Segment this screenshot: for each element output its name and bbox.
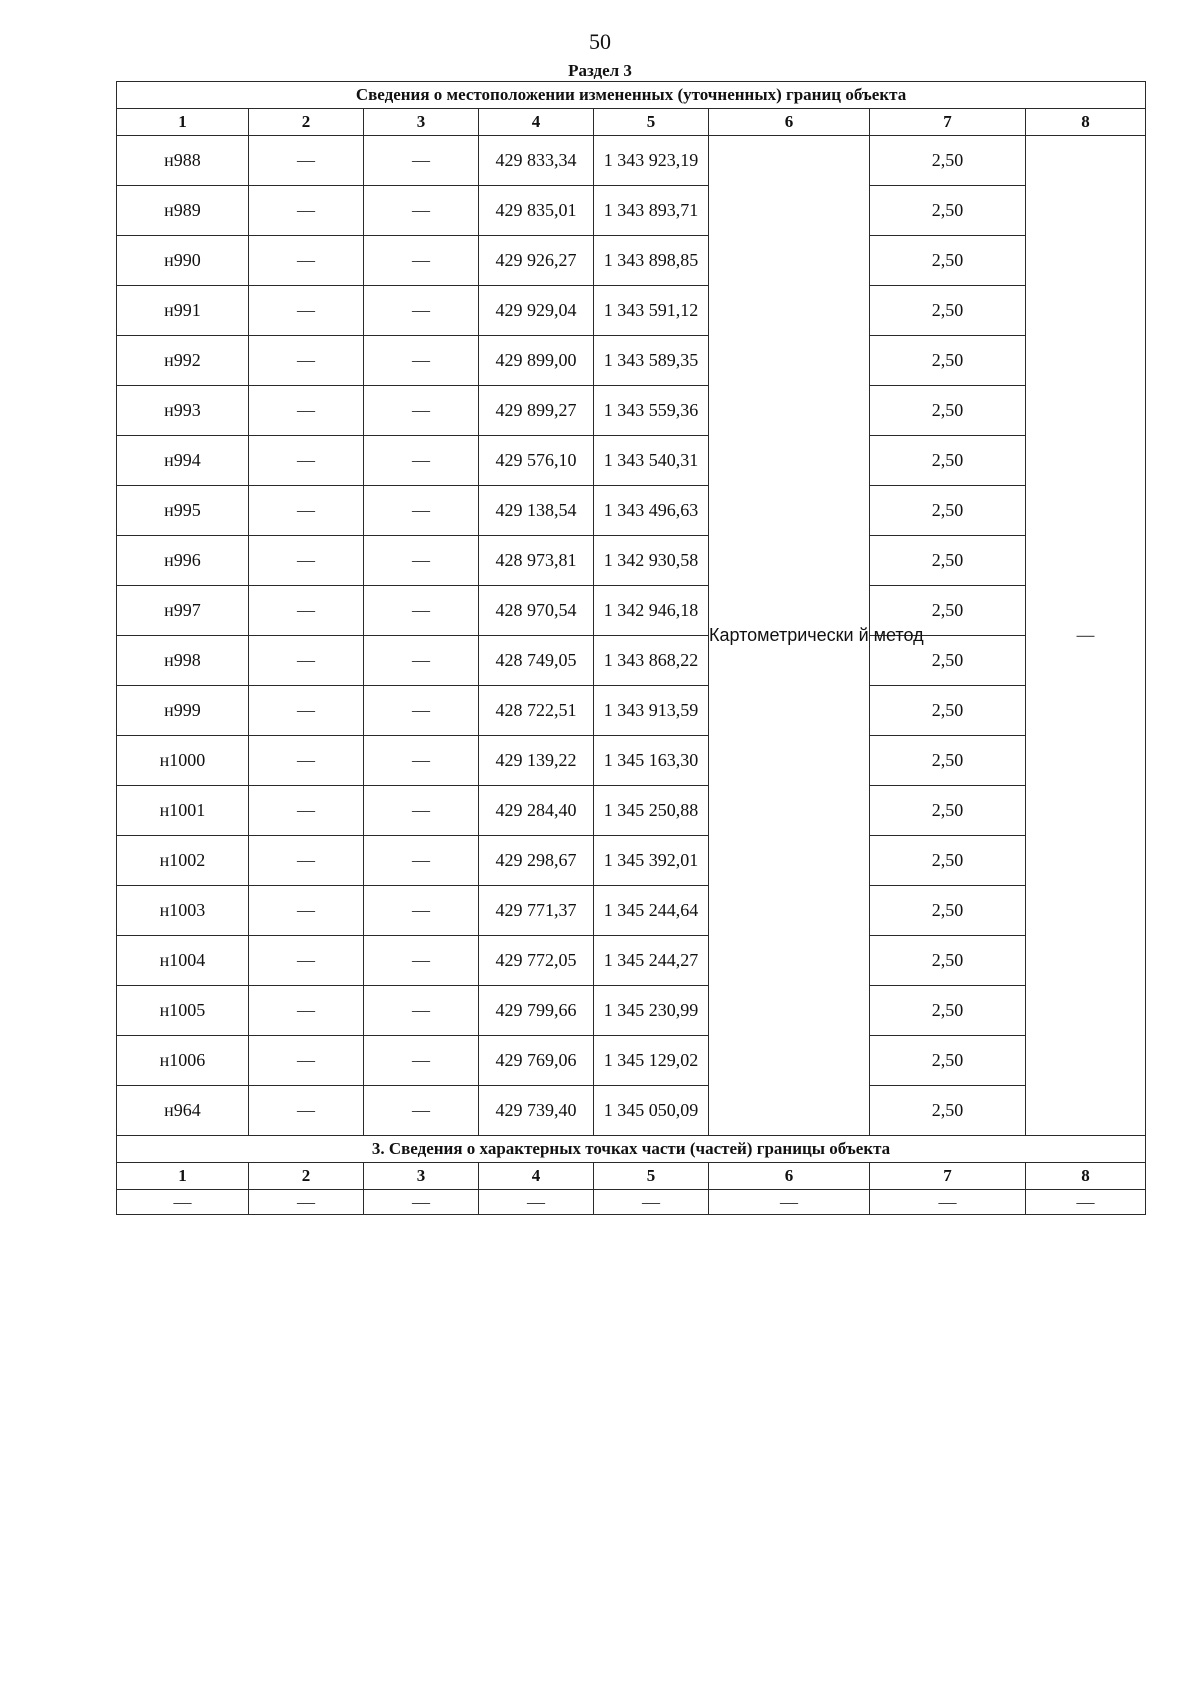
table1-header-cell: 1	[117, 109, 249, 136]
table2-cell: —	[364, 1190, 479, 1215]
col2-cell: —	[249, 486, 364, 536]
point-name-cell: н990	[117, 236, 249, 286]
table2-cell: —	[709, 1190, 870, 1215]
accuracy-cell: 2,50	[870, 836, 1026, 886]
point-name-cell: н999	[117, 686, 249, 736]
y-coordinate-cell: 1 343 540,31	[594, 436, 709, 486]
table2-header-cell: 6	[709, 1163, 870, 1190]
point-name-cell: н993	[117, 386, 249, 436]
y-coordinate-cell: 1 343 868,22	[594, 636, 709, 686]
accuracy-cell: 2,50	[870, 736, 1026, 786]
col2-cell: —	[249, 786, 364, 836]
col2-cell: —	[249, 336, 364, 386]
table-row	[117, 636, 1146, 686]
x-coordinate-cell: 429 772,05	[479, 936, 594, 986]
table1-header-cell: 4	[479, 109, 594, 136]
col2-cell: —	[249, 736, 364, 786]
x-coordinate-cell: 428 970,54	[479, 586, 594, 636]
x-coordinate-cell: 429 771,37	[479, 886, 594, 936]
x-coordinate-cell: 428 973,81	[479, 536, 594, 586]
point-name-cell: н1001	[117, 786, 249, 836]
col2-cell: —	[249, 136, 364, 186]
accuracy-cell: 2,50	[870, 136, 1026, 186]
x-coordinate-cell: 429 899,27	[479, 386, 594, 436]
table2-row	[117, 1190, 1146, 1215]
col2-cell: —	[249, 1036, 364, 1086]
accuracy-cell: 2,50	[870, 336, 1026, 386]
x-coordinate-cell: 429 769,06	[479, 1036, 594, 1086]
table-row	[117, 1036, 1146, 1086]
accuracy-cell: 2,50	[870, 286, 1026, 336]
table2-header-row	[117, 1163, 1146, 1190]
point-name-cell: н988	[117, 136, 249, 186]
table-row	[117, 786, 1146, 836]
col3-cell: —	[364, 636, 479, 686]
col2-cell: —	[249, 686, 364, 736]
table-row	[117, 686, 1146, 736]
y-coordinate-cell: 1 342 930,58	[594, 536, 709, 586]
table-row	[117, 836, 1146, 886]
y-coordinate-cell: 1 345 250,88	[594, 786, 709, 836]
table1-header-cell: 3	[364, 109, 479, 136]
table-row	[117, 736, 1146, 786]
table2-header-cell: 2	[249, 1163, 364, 1190]
x-coordinate-cell: 428 749,05	[479, 636, 594, 686]
accuracy-cell: 2,50	[870, 536, 1026, 586]
point-name-cell: н1003	[117, 886, 249, 936]
point-name-cell: н995	[117, 486, 249, 536]
accuracy-cell: 2,50	[870, 786, 1026, 836]
col3-cell: —	[364, 286, 479, 336]
table2-cell: —	[479, 1190, 594, 1215]
table2-header-cell: 4	[479, 1163, 594, 1190]
y-coordinate-cell: 1 343 559,36	[594, 386, 709, 436]
col2-cell: —	[249, 436, 364, 486]
accuracy-cell: 2,50	[870, 1036, 1026, 1086]
point-name-cell: н992	[117, 336, 249, 386]
point-name-cell: н964	[117, 1086, 249, 1136]
table-row	[117, 936, 1146, 986]
table-row	[117, 386, 1146, 436]
table1-header-cell: 2	[249, 109, 364, 136]
col3-cell: —	[364, 186, 479, 236]
accuracy-cell: 2,50	[870, 236, 1026, 286]
table2-cell: —	[870, 1190, 1026, 1215]
col2-cell: —	[249, 536, 364, 586]
table2-header-cell: 3	[364, 1163, 479, 1190]
y-coordinate-cell: 1 343 893,71	[594, 186, 709, 236]
table-row	[117, 336, 1146, 386]
x-coordinate-cell: 429 138,54	[479, 486, 594, 536]
x-coordinate-cell: 429 835,01	[479, 186, 594, 236]
x-coordinate-cell: 429 899,00	[479, 336, 594, 386]
col2-cell: —	[249, 286, 364, 336]
point-name-cell: н994	[117, 436, 249, 486]
table-row	[117, 286, 1146, 336]
point-name-cell: н1000	[117, 736, 249, 786]
col2-cell: —	[249, 1086, 364, 1136]
x-coordinate-cell: 429 833,34	[479, 136, 594, 186]
col3-cell: —	[364, 486, 479, 536]
col2-cell: —	[249, 236, 364, 286]
accuracy-cell: 2,50	[870, 186, 1026, 236]
point-name-cell: н1004	[117, 936, 249, 986]
col3-cell: —	[364, 336, 479, 386]
y-coordinate-cell: 1 345 244,27	[594, 936, 709, 986]
accuracy-cell: 2,50	[870, 936, 1026, 986]
table2-title-row	[117, 1136, 1146, 1163]
y-coordinate-cell: 1 345 244,64	[594, 886, 709, 936]
y-coordinate-cell: 1 343 923,19	[594, 136, 709, 186]
col2-cell: —	[249, 186, 364, 236]
accuracy-cell: 2,50	[870, 436, 1026, 486]
col2-cell: —	[249, 886, 364, 936]
x-coordinate-cell: 429 139,22	[479, 736, 594, 786]
col3-cell: —	[364, 1086, 479, 1136]
accuracy-cell: 2,50	[870, 886, 1026, 936]
accuracy-cell: 2,50	[870, 586, 1026, 636]
table2-header-cell: 5	[594, 1163, 709, 1190]
table-row	[117, 1086, 1146, 1136]
table2-header-cell: 1	[117, 1163, 249, 1190]
page-number: 50	[589, 29, 611, 54]
point-name-cell: н997	[117, 586, 249, 636]
accuracy-cell: 2,50	[870, 636, 1026, 686]
point-name-cell: н991	[117, 286, 249, 336]
col3-cell: —	[364, 886, 479, 936]
table1-header-cell: 8	[1026, 109, 1146, 136]
accuracy-cell: 2,50	[870, 986, 1026, 1036]
table1-header-cell: 6	[709, 109, 870, 136]
table1-title: Сведения о местоположении измененных (уточненных) границ объекта	[117, 82, 1146, 109]
table1-title-row	[117, 82, 1146, 109]
x-coordinate-cell: 429 799,66	[479, 986, 594, 1036]
col2-cell: —	[249, 986, 364, 1036]
col3-cell: —	[364, 136, 479, 186]
section-heading: Раздел 3	[568, 61, 632, 80]
table1-header-row	[117, 109, 1146, 136]
col2-cell: —	[249, 586, 364, 636]
table2-cell: —	[249, 1190, 364, 1215]
col3-cell: —	[364, 586, 479, 636]
col8-cell: —	[1026, 136, 1146, 1136]
table-row	[117, 436, 1146, 486]
table-row	[117, 586, 1146, 636]
y-coordinate-cell: 1 343 913,59	[594, 686, 709, 736]
table2-cell: —	[1026, 1190, 1146, 1215]
accuracy-cell: 2,50	[870, 486, 1026, 536]
y-coordinate-cell: 1 345 392,01	[594, 836, 709, 886]
table-row	[117, 886, 1146, 936]
table2-header-cell: 7	[870, 1163, 1026, 1190]
accuracy-cell: 2,50	[870, 1086, 1026, 1136]
col3-cell: —	[364, 436, 479, 486]
accuracy-cell: 2,50	[870, 386, 1026, 436]
col3-cell: —	[364, 1036, 479, 1086]
col3-cell: —	[364, 686, 479, 736]
boundary-table	[116, 81, 1146, 1215]
col3-cell: —	[364, 536, 479, 586]
x-coordinate-cell: 428 722,51	[479, 686, 594, 736]
y-coordinate-cell: 1 345 230,99	[594, 986, 709, 1036]
col3-cell: —	[364, 836, 479, 886]
point-name-cell: н989	[117, 186, 249, 236]
y-coordinate-cell: 1 342 946,18	[594, 586, 709, 636]
x-coordinate-cell: 429 284,40	[479, 786, 594, 836]
x-coordinate-cell: 429 929,04	[479, 286, 594, 336]
table1-header-cell: 5	[594, 109, 709, 136]
point-name-cell: н996	[117, 536, 249, 586]
x-coordinate-cell: 429 576,10	[479, 436, 594, 486]
y-coordinate-cell: 1 343 591,12	[594, 286, 709, 336]
table-row	[117, 186, 1146, 236]
col2-cell: —	[249, 386, 364, 436]
x-coordinate-cell: 429 298,67	[479, 836, 594, 886]
point-name-cell: н1002	[117, 836, 249, 886]
table2-title: 3. Сведения о характерных точках части (частей) границы объекта	[117, 1136, 1146, 1163]
table1-header-cell: 7	[870, 109, 1026, 136]
table-row	[117, 986, 1146, 1036]
x-coordinate-cell: 429 739,40	[479, 1086, 594, 1136]
col3-cell: —	[364, 786, 479, 836]
point-name-cell: н1005	[117, 986, 249, 1036]
col2-cell: —	[249, 836, 364, 886]
col3-cell: —	[364, 936, 479, 986]
y-coordinate-cell: 1 343 898,85	[594, 236, 709, 286]
col3-cell: —	[364, 986, 479, 1036]
y-coordinate-cell: 1 345 129,02	[594, 1036, 709, 1086]
col3-cell: —	[364, 236, 479, 286]
method-cell: Картометрически й метод	[709, 136, 870, 1136]
table2-cell: —	[594, 1190, 709, 1215]
table-row	[117, 536, 1146, 586]
point-name-cell: н998	[117, 636, 249, 686]
col3-cell: —	[364, 736, 479, 786]
col2-cell: —	[249, 636, 364, 686]
col3-cell: —	[364, 386, 479, 436]
table-row	[117, 136, 1146, 186]
y-coordinate-cell: 1 345 163,30	[594, 736, 709, 786]
table2-header-cell: 8	[1026, 1163, 1146, 1190]
x-coordinate-cell: 429 926,27	[479, 236, 594, 286]
y-coordinate-cell: 1 345 050,09	[594, 1086, 709, 1136]
table2-cell: —	[117, 1190, 249, 1215]
table-row	[117, 486, 1146, 536]
table-row	[117, 236, 1146, 286]
y-coordinate-cell: 1 343 496,63	[594, 486, 709, 536]
accuracy-cell: 2,50	[870, 686, 1026, 736]
point-name-cell: н1006	[117, 1036, 249, 1086]
y-coordinate-cell: 1 343 589,35	[594, 336, 709, 386]
col2-cell: —	[249, 936, 364, 986]
